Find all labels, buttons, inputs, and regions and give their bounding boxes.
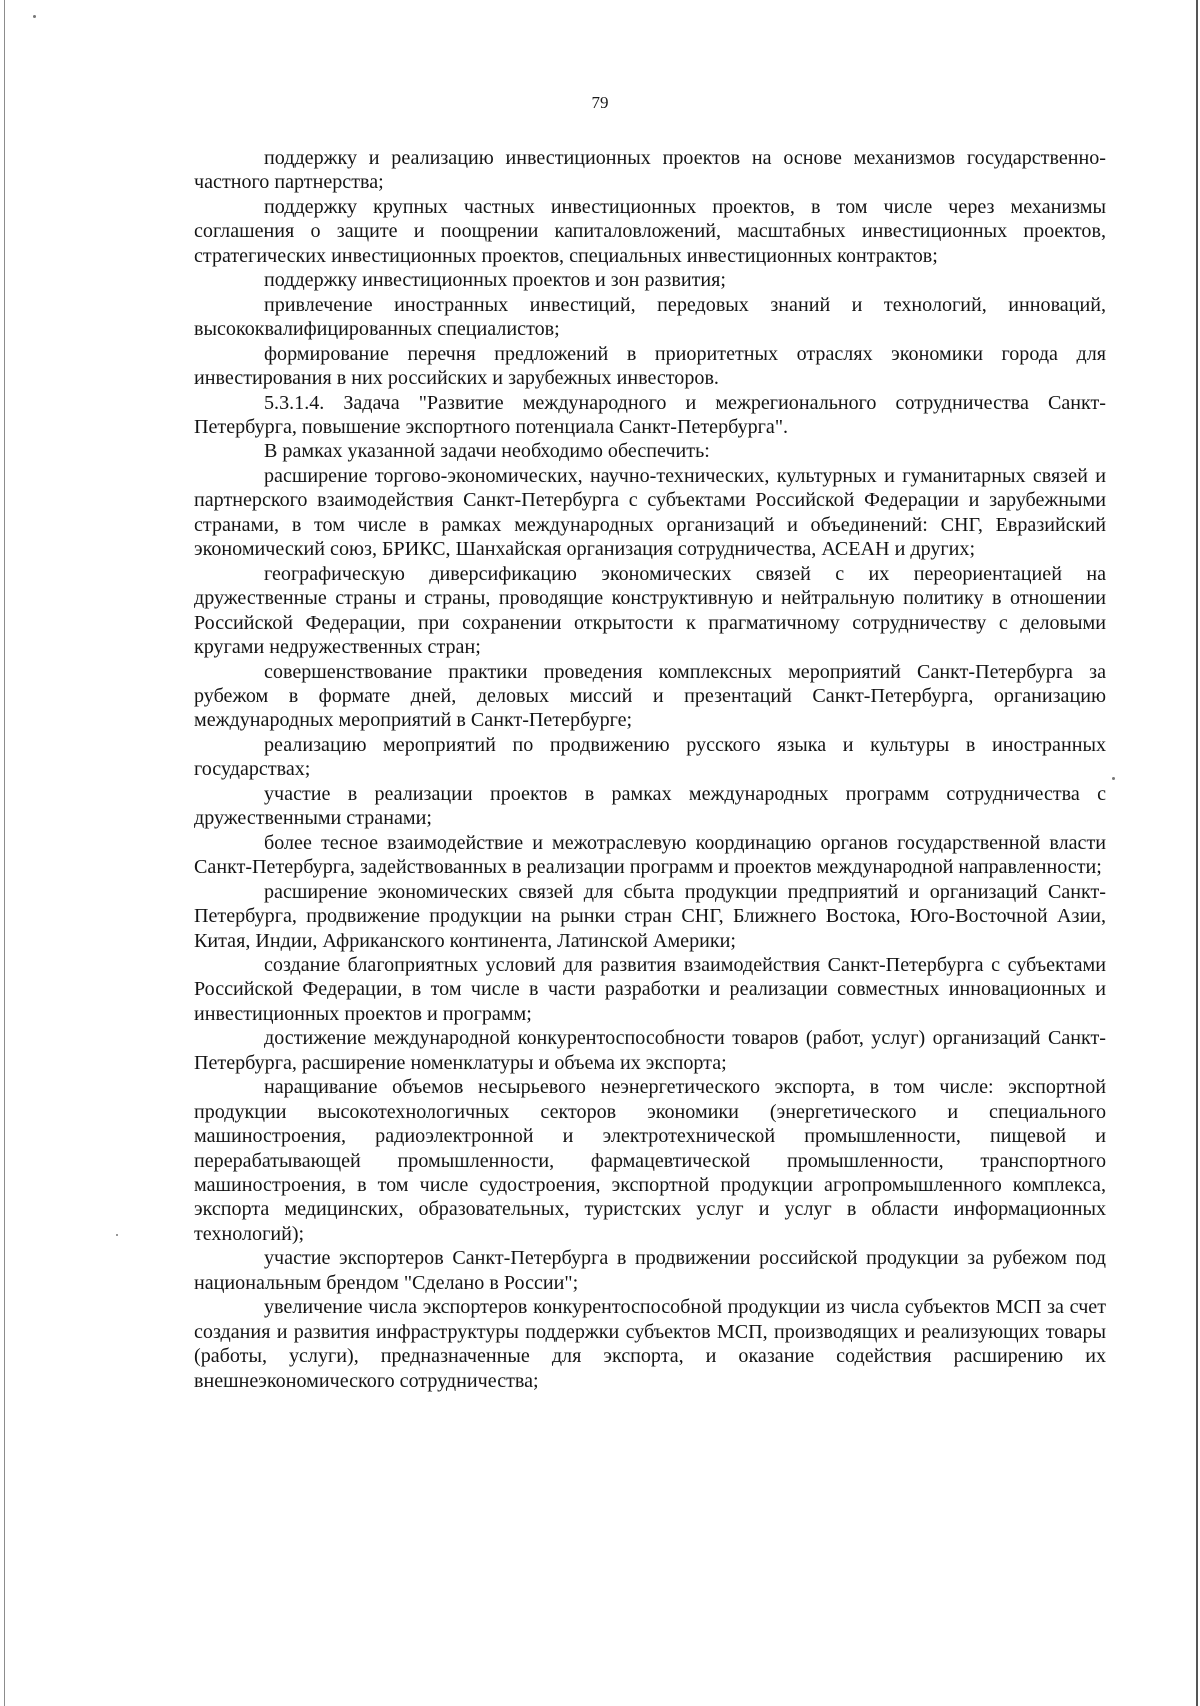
paragraph: более тесное взаимодействие и межотраслевую координацию органов государственной власти Санкт-Петербурга, задействованных в реализации программ и проектов международной направленности; xyxy=(194,831,1106,879)
paragraph: поддержку инвестиционных проектов и зон развития; xyxy=(264,269,726,292)
scan-speck xyxy=(1112,777,1115,780)
document-body xyxy=(194,146,1106,1393)
section-heading-paragraph: 5.3.1.4. Задача "Развитие международного и межрегионального сотрудничества Санкт-Петербурга, повышение экспортного потенциала Санкт-Петербурга". xyxy=(194,391,1106,438)
paragraph: наращивание объемов несырьевого неэнергетического экспорта, в том числе: экспортной продукции высокотехнологичных секторов экономики (энергетического и специального машиностроения, радиоэлектронной и электротехнической промышленности, пищевой и перерабатывающей промышленности, фармацевтической промышленности, транспортного машиностроения, в том числе судостроения, экспортной продукции агропромышленного комплекса, экспорта медицинских, образовательных, туристских услуг и услуг в области информационных технологий); xyxy=(194,1076,1106,1245)
scan-edge-right xyxy=(1196,0,1198,1706)
paragraph: увеличение числа экспортеров конкурентоспособной продукции из числа субъектов МСП за счет создания и развития инфраструктуры поддержки субъектов МСП, производящих и реализующих товары (работы, услуги), предназначенные для экспорта, и оказание содействия расширению их внешнеэкономического сотрудничества; xyxy=(194,1296,1106,1392)
paragraph: поддержку и реализацию инвестиционных проектов на основе механизмов государственно-частного партнерства; xyxy=(194,147,1106,194)
paragraph: поддержку крупных частных инвестиционных проектов, в том числе через механизмы соглашения о защите и поощрении капиталовложений, масштабных инвестиционных проектов, стратегических инвестиционных проектов, специальных инвестиционных контрактов; xyxy=(194,195,1106,267)
paragraph: участие экспортеров Санкт-Петербурга в продвижении российской продукции за рубежом под национальным брендом "Сделано в России"; xyxy=(194,1247,1106,1294)
scan-edge-left xyxy=(4,0,5,1706)
paragraph: реализацию мероприятий по продвижению русского языка и культуры в иностранных государствах; xyxy=(194,733,1106,781)
paragraph: географическую диверсификацию экономических связей с их переориентацией на дружественные страны и страны, проводящие конструктивную и нейтральную политику в отношении Российской Федерации, при сохранении открытости к прагматичному сотрудничеству с деловыми кругами недружественных стран; xyxy=(194,562,1106,659)
scan-speck xyxy=(33,15,36,18)
paragraph: совершенствование практики проведения комплексных мероприятий Санкт-Петербурга за рубежом в формате дней, деловых миссий и презентаций Санкт-Петербурга, организацию международных мероприятий в Санкт-Петербурге; xyxy=(194,660,1106,732)
page-number: 79 xyxy=(591,93,609,112)
scan-speck xyxy=(116,1234,118,1236)
paragraph: привлечение иностранных инвестиций, передовых знаний и технологий, инноваций, высококвалифицированных специалистов; xyxy=(194,293,1106,341)
paragraph: создание благоприятных условий для развития взаимодействия Санкт-Петербурга с субъектами Российской Федерации, в том числе в части разработки и реализации совместных инновационных и инвестиционных проектов и программ; xyxy=(194,953,1106,1025)
paragraph: расширение экономических связей для сбыта продукции предприятий и организаций Санкт-Петербурга, продвижение продукции на рынки стран СНГ, Ближнего Востока, Юго-Восточной Азии, Китая, Индии, Африканского континента, Латинской Америки; xyxy=(194,880,1106,952)
paragraph: В рамках указанной задачи необходимо обеспечить: xyxy=(264,440,710,463)
paragraph: участие в реализации проектов в рамках международных программ сотрудничества с дружественными странами; xyxy=(194,782,1106,830)
paragraph: достижение международной конкурентоспособности товаров (работ, услуг) организаций Санкт-Петербурга, расширение номенклатуры и объема их экспорта; xyxy=(194,1027,1106,1074)
paragraph: расширение торгово-экономических, научно-технических, культурных и гуманитарных связей и партнерского взаимодействия Санкт-Петербурга с субъектами Российской Федерации и зарубежными странами, в том числе в рамках международных организаций и объединений: СНГ, Евразийский экономический союз, БРИКС, Шанхайская организация сотрудничества, АСЕАН и других; xyxy=(194,464,1106,561)
paragraph: формирование перечня предложений в приоритетных отраслях экономики города для инвестирования в них российских и зарубежных инвесторов. xyxy=(194,342,1106,390)
